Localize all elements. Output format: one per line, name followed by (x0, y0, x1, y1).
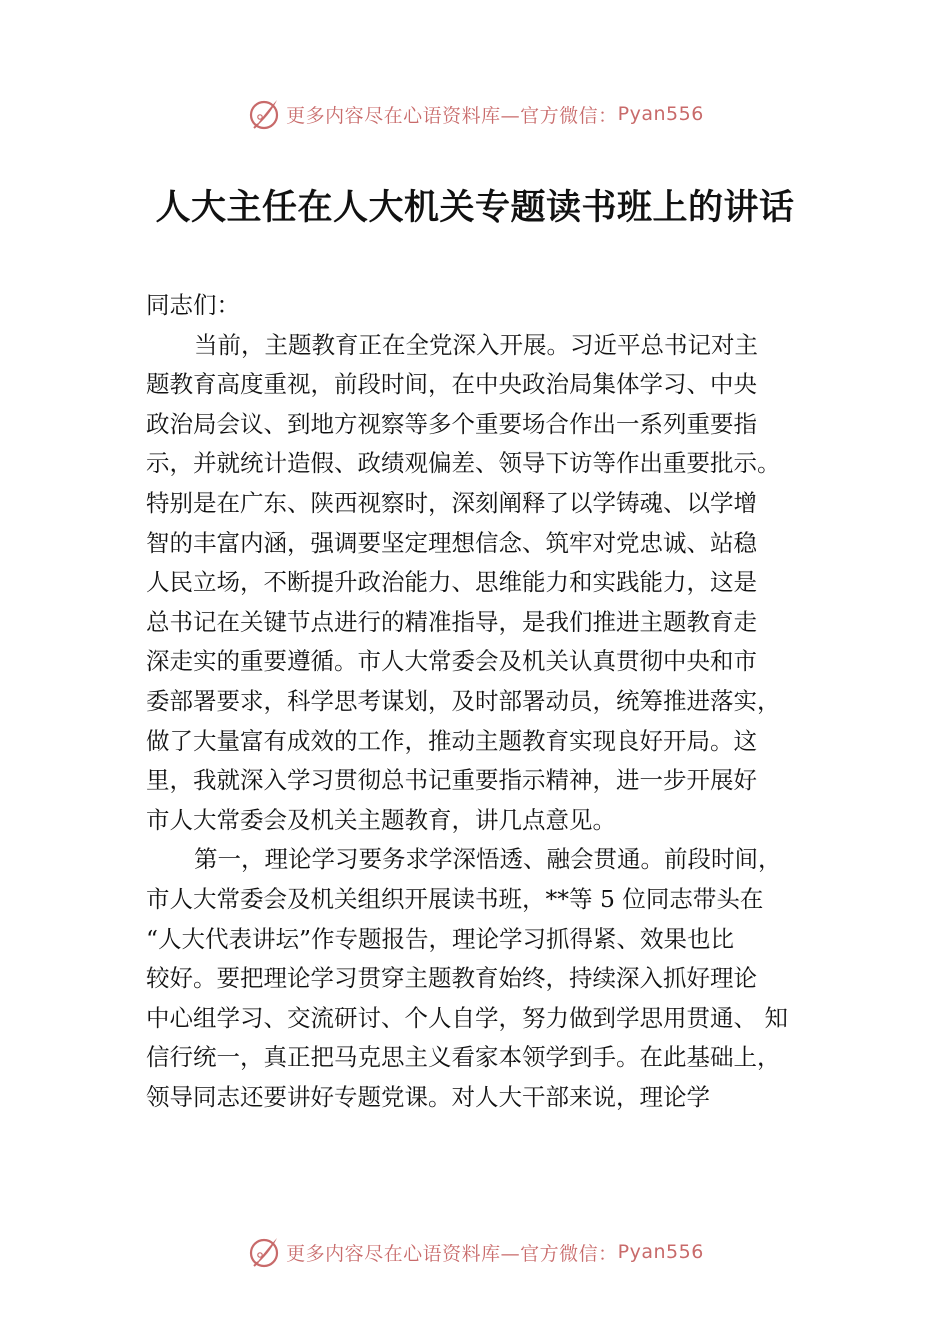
text-line: 当前，主题教育正在全党深入开展。习近平总书记对主 (194, 330, 758, 359)
banner-text: 更多内容尽在心语资料库—官方微信： (286, 1242, 618, 1265)
text-line: 委部署要求，科学思考谋划，及时部署动员，统筹推进落实， (146, 686, 781, 715)
text-line: 做了大量富有成效的工作，推动主题教育实现良好开局。这 (146, 726, 757, 755)
footer-banner (0, 1232, 950, 1272)
text-line: 中心组学习、交流研讨、个人自学，努力做到学思用贯通、 知 (146, 1003, 788, 1032)
header-banner (0, 94, 950, 134)
text-line: 总书记在关键节点进行的精准指导，是我们推进主题教育走 (146, 607, 757, 636)
text-line: 政治局会议、到地方视察等多个重要场合作出一系列重要指 (146, 409, 757, 438)
quill-logo-icon (246, 96, 282, 132)
text-line: “人大代表讲坛”作专题报告，理论学习抓得紧、效果也比 (146, 924, 735, 953)
text-line: 领导同志还要讲好专题党课。对人大干部来说，理论学 (146, 1082, 710, 1111)
banner-text: 更多内容尽在心语资料库—官方微信： (286, 104, 618, 127)
quill-logo-icon (246, 1234, 282, 1270)
banner-wechat-id: Pyan556 (617, 1241, 704, 1263)
banner-wechat-id: Pyan556 (617, 103, 704, 125)
text-line: 较好。要把理论学习贯穿主题教育始终，持续深入抓好理论 (146, 964, 757, 993)
text-line: 信行统一，真正把马克思主义看家本领学到手。在此基础上， (146, 1043, 781, 1072)
text-line: 人民立场，不断提升政治能力、思维能力和实践能力，这是 (146, 568, 757, 597)
text-line: 市人大常委会及机关组织开展读书班，**等 5 位同志带头在 (146, 884, 764, 913)
document-title: 人大主任在人大机关专题读书班上的讲话 (155, 187, 795, 228)
text-line: 特别是在广东、陕西视察时，深刻阐释了以学铸魂、以学增 (146, 488, 757, 517)
salutation: 同志们： (146, 291, 240, 319)
document-body (146, 286, 826, 1117)
text-line: 示，并就统计造假、政绩观偏差、领导下访等作出重要批示。 (146, 449, 781, 478)
text-line: 深走实的重要遵循。市人大常委会及机关认真贯彻中央和市 (146, 647, 757, 676)
text-line: 里，我就深入学习贯彻总书记重要指示精神，进一步开展好 (146, 766, 757, 795)
text-line: 题教育高度重视，前段时间，在中央政治局集体学习、中央 (146, 370, 757, 399)
text-line: 市人大常委会及机关主题教育，讲几点意见。 (146, 805, 616, 834)
text-line: 智的丰富内涵，强调要坚定理想信念、筑牢对党忠诚、站稳 (146, 528, 757, 557)
text-line: 第一，理论学习要务求学深悟透、融会贯通。前段时间， (194, 845, 782, 874)
